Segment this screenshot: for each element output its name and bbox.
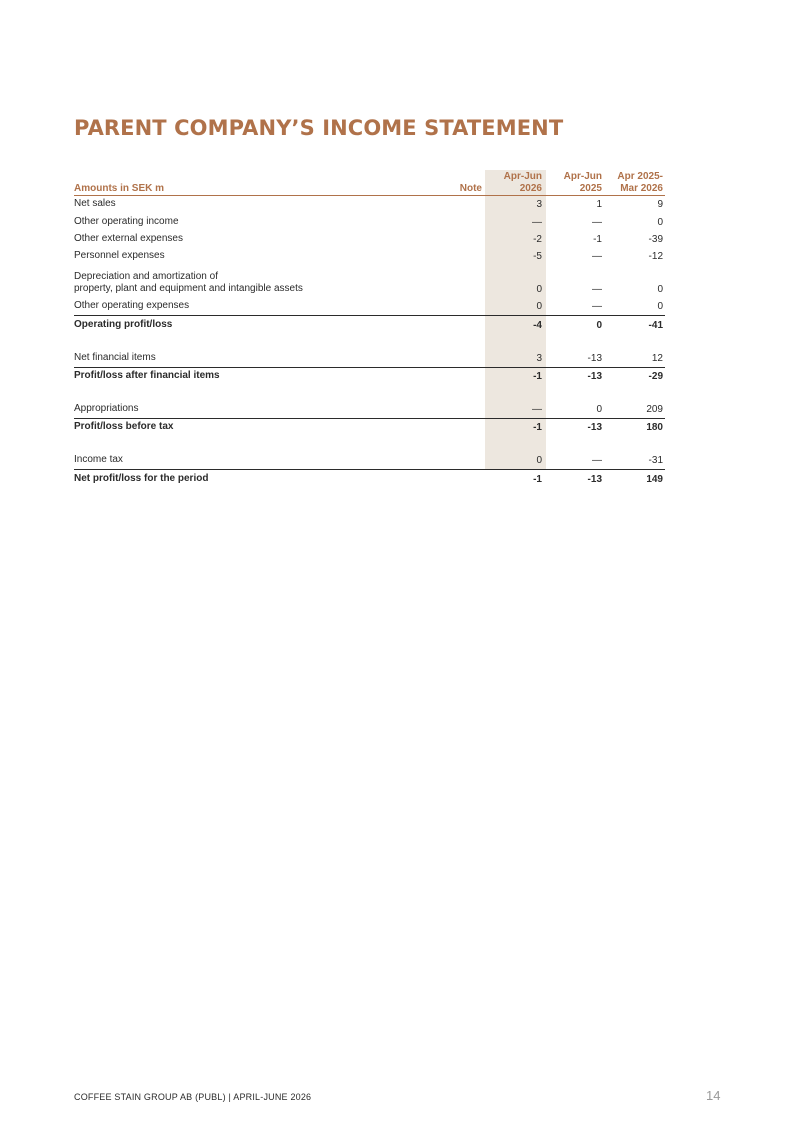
row-value-col3: -41: [648, 319, 663, 331]
row-value-col2: —: [592, 284, 602, 296]
row-value-col1: -1: [533, 473, 542, 485]
row-label: Income tax: [74, 454, 123, 466]
row-value-col2: -13: [587, 371, 602, 383]
row-value-col3: 180: [646, 422, 663, 434]
table-row-other-external-expenses: [74, 231, 665, 248]
page-title: PARENT COMPANY’S INCOME STATEMENT: [74, 116, 564, 140]
row-value-col1: 0: [536, 455, 542, 467]
table-row-net-profit: [74, 469, 665, 487]
row-value-col3: 0: [657, 301, 663, 313]
row-label: Other operating expenses: [74, 300, 190, 312]
row-value-col3: -29: [648, 371, 663, 383]
row-label: Other external expenses: [74, 232, 183, 244]
row-value-col3: 149: [646, 473, 663, 485]
row-value-col1: 0: [536, 301, 542, 313]
row-value-col1: -5: [533, 251, 542, 263]
row-value-col3: 209: [646, 404, 663, 416]
row-value-col1: -4: [533, 319, 542, 331]
header-col2: Apr-Jun 2025: [563, 171, 602, 194]
row-value-col2: —: [592, 251, 602, 263]
page-number: 14: [706, 1088, 721, 1103]
header-col1: Apr-Jun 2026: [503, 171, 542, 194]
row-label: Other operating income: [74, 215, 179, 227]
table-row-net-financial-items: [74, 334, 665, 367]
row-label: Profit/loss after financial items: [74, 370, 220, 382]
row-value-col2: —: [592, 455, 602, 467]
row-value-col2: 1: [596, 199, 602, 211]
row-label: Net profit/loss for the period: [74, 472, 209, 484]
row-value-col2: -1: [593, 233, 602, 245]
row-value-col1: 0: [536, 284, 542, 296]
row-value-col2: -13: [587, 422, 602, 434]
table-row-appropriations: [74, 385, 665, 418]
table-row-other-operating-expenses: [74, 298, 665, 315]
row-label: Net sales: [74, 198, 116, 210]
income-statement-table: [74, 170, 665, 488]
row-label: Personnel expenses: [74, 250, 165, 262]
row-label: Profit/loss before tax: [74, 421, 174, 433]
table-row-profit-after-financial-items: [74, 367, 665, 385]
row-value-col3: -31: [648, 455, 663, 467]
row-label: Net financial items: [74, 351, 156, 363]
row-value-col2: -13: [587, 473, 602, 485]
footer-company: COFFEE STAIN GROUP AB (PUBL) | APRIL-JUNE 2026: [74, 1092, 312, 1102]
row-value-col1: —: [532, 404, 542, 416]
table-row-profit-before-tax: [74, 418, 665, 436]
row-value-col2: 0: [596, 319, 602, 331]
row-value-col3: 12: [651, 352, 663, 364]
header-amounts-label: Amounts in SEK m: [74, 182, 165, 194]
header-note: Note: [459, 182, 482, 194]
table-row-personnel-expenses: [74, 248, 665, 265]
row-value-col1: 3: [536, 199, 542, 211]
row-value-col2: 0: [596, 404, 602, 416]
row-value-col2: —: [592, 301, 602, 313]
row-label: Operating profit/loss: [74, 318, 173, 330]
row-value-col3: 9: [657, 199, 663, 211]
row-value-col1: —: [532, 216, 542, 228]
row-value-col1: 3: [536, 352, 542, 364]
row-label: Appropriations: [74, 403, 139, 415]
row-value-col1: -1: [533, 371, 542, 383]
table-row-other-operating-income: [74, 213, 665, 230]
table-row-operating-profit: [74, 315, 665, 333]
row-value-col1: -1: [533, 422, 542, 434]
table-row-depreciation-amortization: [74, 265, 665, 298]
row-value-col3: 0: [657, 216, 663, 228]
row-value-col2: —: [592, 216, 602, 228]
row-value-col3: 0: [657, 284, 663, 296]
table-row-net-sales: [74, 196, 665, 213]
row-value-col1: -2: [533, 233, 542, 245]
row-value-col2: -13: [587, 352, 602, 364]
row-value-col3: -39: [648, 233, 663, 245]
header-col3: Apr 2025- Mar 2026: [617, 171, 663, 194]
row-value-col3: -12: [648, 251, 663, 263]
row-label: Depreciation and amortization of property, plant and equipment and intangible assets: [74, 271, 303, 295]
table-header: [74, 170, 665, 196]
table-row-income-tax: [74, 436, 665, 469]
